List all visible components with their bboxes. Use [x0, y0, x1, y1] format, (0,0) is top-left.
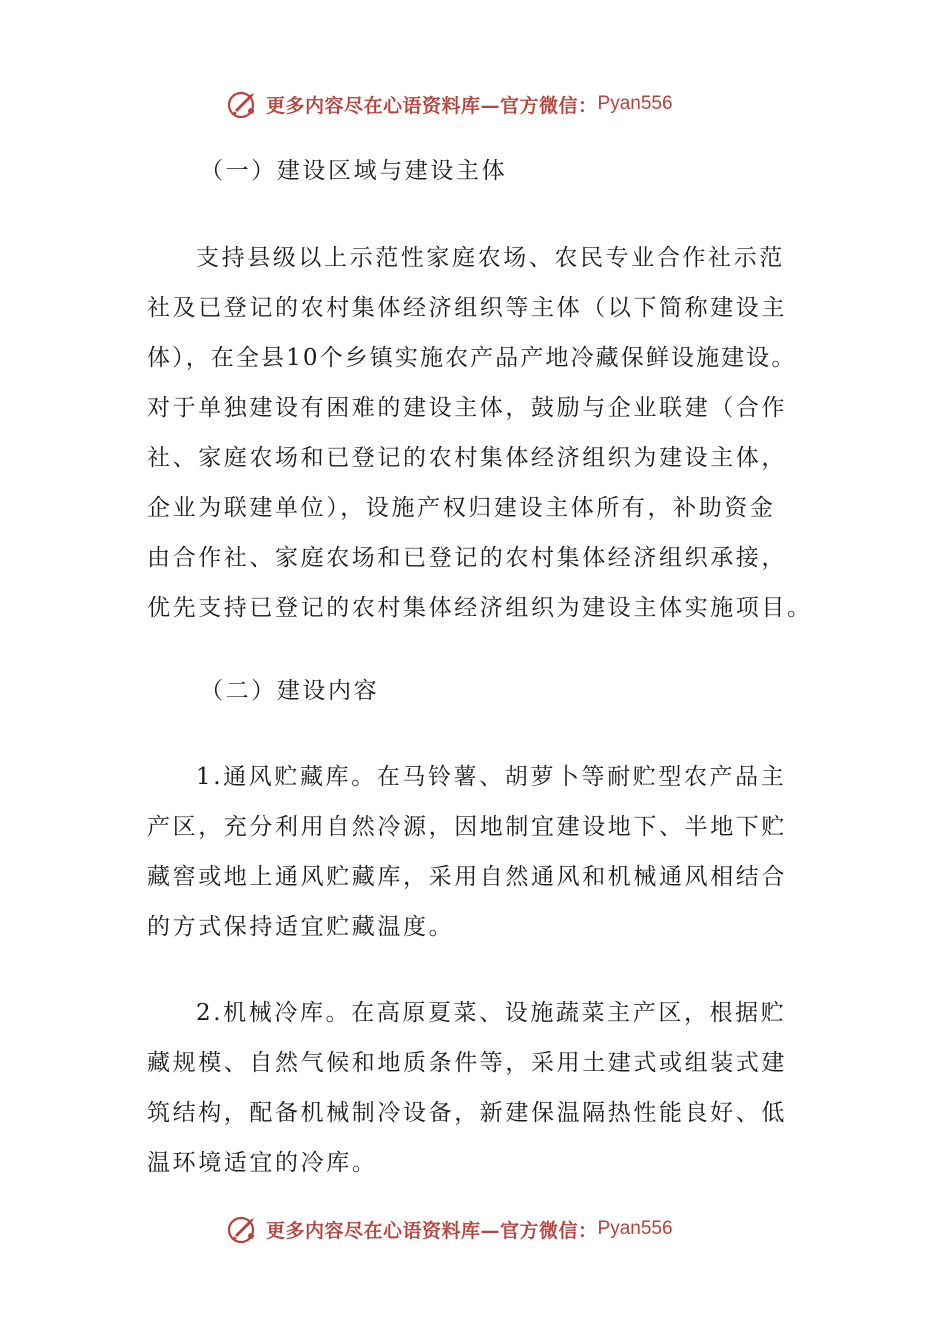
- header-watermark: [226, 86, 673, 122]
- watermark-wechat-id: Pyan556: [597, 1218, 673, 1239]
- watermark-text: 更多内容尽在心语资料库—官方微信：: [266, 94, 598, 117]
- paragraph-line: 体），在全县10个乡镇实施农产品产地冷藏保鲜设施建设。: [147, 345, 797, 371]
- paragraph-line: 社及已登记的农村集体经济组织等主体（以下简称建设主: [147, 295, 787, 321]
- section-heading-1: （一）建设区域与建设主体: [200, 158, 508, 184]
- paragraph-line: 优先支持已登记的农村集体经济组织为建设主体实施项目。: [147, 595, 813, 621]
- paragraph-line: 温环境适宜的冷库。: [147, 1150, 378, 1176]
- paragraph-line: 产区，充分利用自然冷源，因地制宜建设地下、半地下贮: [147, 814, 787, 840]
- paragraph-line: 藏窖或地上通风贮藏库，采用自然通风和机械通风相结合: [147, 864, 787, 890]
- paragraph-line: 支持县级以上示范性家庭农场、农民专业合作社示范: [196, 245, 785, 271]
- paragraph-line: 1.通风贮藏库。在马铃薯、胡萝卜等耐贮型农产品主: [196, 764, 787, 790]
- paragraph-line: 社、家庭农场和已登记的农村集体经济组织为建设主体，: [147, 445, 787, 471]
- pen-seal-icon: [226, 87, 260, 121]
- pen-seal-icon: [226, 1212, 260, 1246]
- paragraph-line: 对于单独建设有困难的建设主体，鼓励与企业联建（合作: [147, 395, 787, 421]
- paragraph-line: 企业为联建单位），设施产权归建设主体所有，补助资金: [147, 495, 776, 521]
- paragraph-line: 由合作社、家庭农场和已登记的农村集体经济组织承接，: [147, 545, 787, 571]
- watermark-wechat-id: Pyan556: [597, 93, 673, 114]
- section-heading-2: （二）建设内容: [200, 678, 380, 704]
- paragraph-line: 2.机械冷库。在高原夏菜、设施蔬菜主产区，根据贮: [196, 1000, 787, 1026]
- footer-watermark: [226, 1211, 673, 1247]
- watermark-text: 更多内容尽在心语资料库—官方微信：: [266, 1219, 598, 1242]
- paragraph-line: 筑结构，配备机械制冷设备，新建保温隔热性能良好、低: [147, 1100, 787, 1126]
- paragraph-line: 的方式保持适宜贮藏温度。: [147, 914, 455, 940]
- paragraph-line: 藏规模、自然气候和地质条件等，采用土建式或组装式建: [147, 1050, 787, 1076]
